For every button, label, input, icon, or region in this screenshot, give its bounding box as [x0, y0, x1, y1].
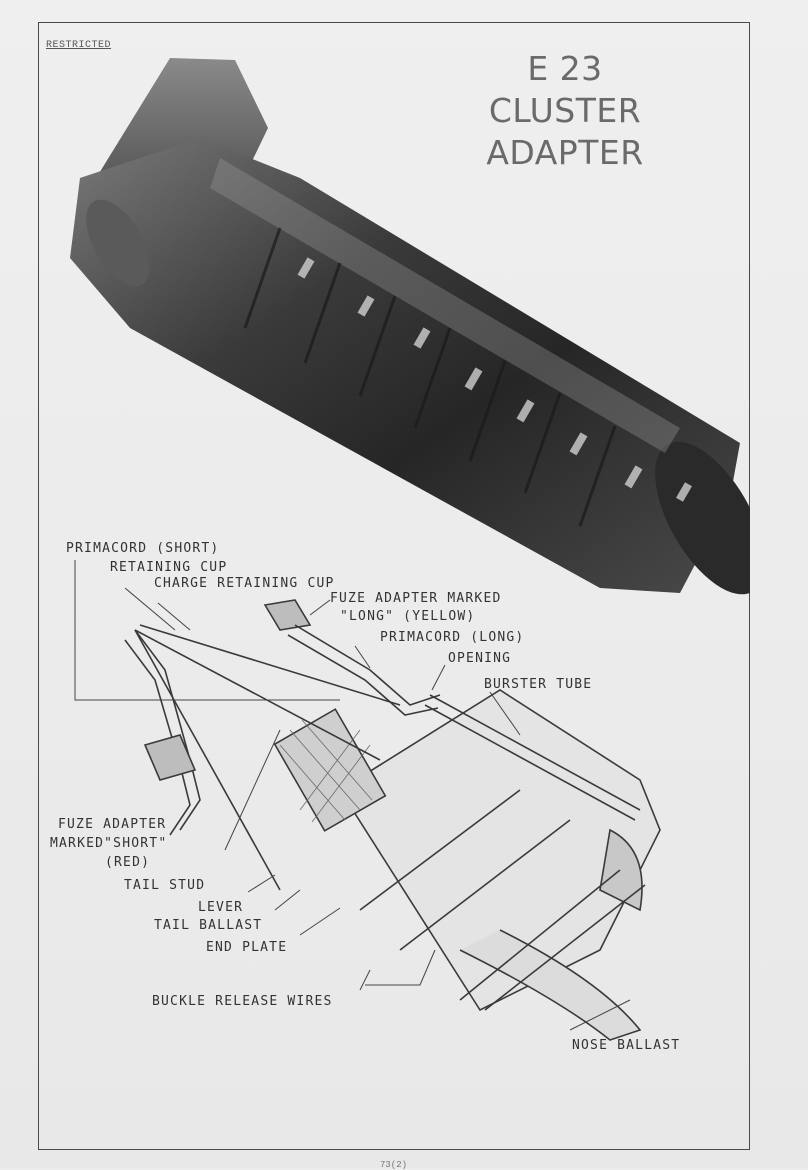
- restricted-marking: RESTRICTED: [46, 40, 112, 51]
- title-line-3: ADAPTER: [486, 133, 644, 172]
- label-tail-ballast: TAIL BALLAST: [154, 918, 263, 933]
- label-primacord-long: PRIMACORD (LONG): [380, 630, 525, 645]
- label-charge-retaining-cup: CHARGE RETAINING CUP: [154, 576, 335, 591]
- label-fuze-adapter-long-1: FUZE ADAPTER MARKED: [330, 591, 502, 606]
- label-tail-stud: TAIL STUD: [124, 878, 206, 893]
- label-lever: LEVER: [198, 900, 244, 915]
- page-number: 73(2): [380, 1160, 408, 1170]
- title-line-2: CLUSTER: [488, 91, 642, 130]
- title-line-1: E 23: [527, 49, 603, 88]
- label-fuze-adapter-short-3: (RED): [105, 855, 151, 870]
- label-fuze-adapter-short-1: FUZE ADAPTER: [58, 817, 167, 832]
- label-opening: OPENING: [448, 651, 512, 666]
- label-primacord-short: PRIMACORD (SHORT): [66, 541, 220, 556]
- page-title: [455, 48, 675, 174]
- label-retaining-cup: RETAINING CUP: [110, 560, 228, 575]
- label-end-plate: END PLATE: [206, 940, 288, 955]
- label-buckle-release-wires: BUCKLE RELEASE WIRES: [152, 994, 333, 1009]
- label-fuze-adapter-short-2: MARKED"SHORT": [50, 836, 168, 851]
- label-burster-tube: BURSTER TUBE: [484, 677, 593, 692]
- label-nose-ballast: NOSE BALLAST: [572, 1038, 681, 1053]
- label-fuze-adapter-long-2: "LONG" (YELLOW): [340, 609, 476, 624]
